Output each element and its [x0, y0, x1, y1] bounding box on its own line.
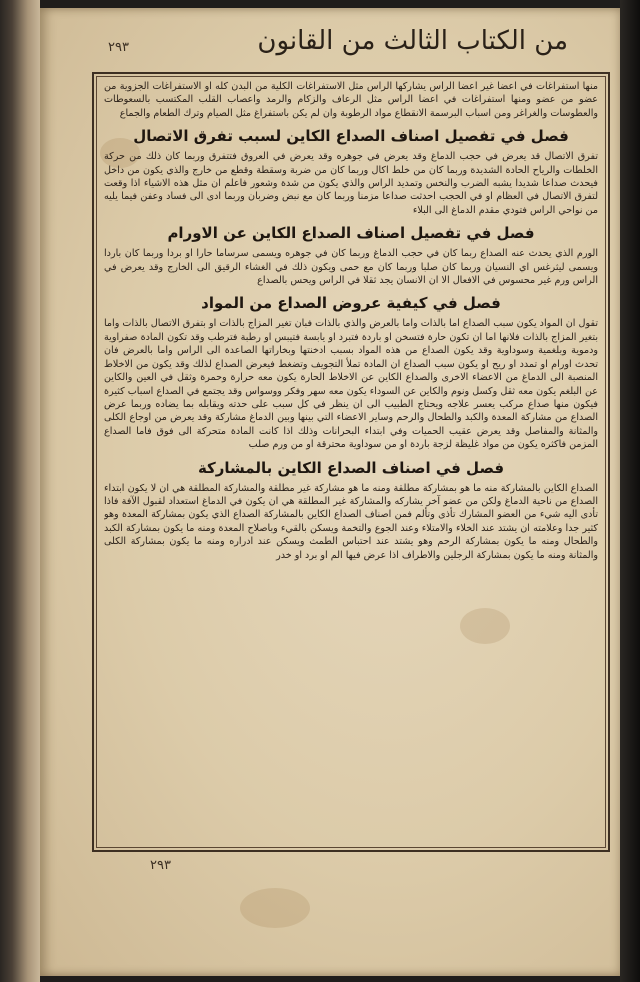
paragraph: تقول ان المواد يكون سبب الصداع اما بالذات واما بالعرض والذي بالذات فبان تغير المزاج بالذات او بتفرق الاتصال بالذات واما بتغير المزاج بالذات فلانها اما ان تكون حارة فتسخن او باردة فتبرد او يابسة فتيبس او رطبة فترطب وقد تكون المادة صفراوية ودموية وبلغمية وسوداوية وقد يكون الصداع من هذه المواد بسبب ادخنتها وبخاراتها الصاعدة الى الراس واما بالعرض فان تحدث اورام او تمدد او ريح او يكون سبب الصداع ان المادة تملأ التجويف وتضغط فيعرض الصداع لذلك وقد يكون من الاخلاط المنصبة الى الدماغ من الاعضاء الاخرى والصداع الكاين عن الاخلاط الحارة يكون معه حرارة وحمرة وثقل في العين والكاين عن البلغم يكون معه ثقل وكسل ونوم والكاين عن السوداء يكون معه سهر وفكر ووسواس وقد يجتمع في الصداع اسباب كثيرة فيكون منها صداع مركب يعسر علاجه ويحتاج الطبيب الى ان ينظر في كل سبب على حدته ويقابله بما يضاده وربما عرض الصداع من مشاركة المعدة والكبد والطحال والرحم وساير الاعضاء التي بينها وبين الدماغ مشاركة وقد يعرض من اوجاع الكلى والمثانة والمفاصل وقد يعرض عقيب الحميات وفي ابتداء البحرانات وذلك اذا كانت المادة متحركة الى فوق فاما الصداع المزمن فاكثره يكون من مواد غليظة لزجة باردة او من سوداوية محترقة او من ورم صلب: [104, 318, 598, 451]
paragraph: تفرق الاتصال قد يعرض في حجب الدماغ وقد يعرض في جوهره وقد يعرض في العروق فتتفرق وربما كان ذلك من حركة الخلطات والرياح الحادة الشديدة وربما كان من خلط اكال وربما كان من ضربة وسقطة وقطع من خارج والذي يكون من داخل فيحدث صداعا شديدا يشبه الضرب والنخس وتمديد الراس والذي يكون من شدة وشعور فاعلم ان مثل هذه الاشياء اذا وقعت لتفرق الاتصال في العظام او في الحجب احدثت صداعا مزمنا وربما كان مع نبض وضربان وربما ادى الى فساد وعفن فيما يليه من نواحي الراس فتودي مقدم الدماغ الى البلاء: [104, 151, 598, 216]
page-shadow-edge: [620, 0, 640, 982]
paper-stain: [240, 888, 310, 928]
paragraph: منها استفراغات في اعضا غير اعضا الراس يشاركها الراس مثل الاستفراغات الكلية من البدن كله او الاستفراغات الجزوية من عضو من عضو ومنها استفراغات في اعضا الراس مثل الرعاف والزكام والرمد واعصاب القلب المكتسب بالسعوطات والعطوسات والغراغر ومن اسباب البرسمة الانقطاع مواد الرطوبة وان لم يكن باستفراغ مثل الصيام وترك الطعام والجماع: [104, 81, 598, 119]
book-binding-edge: [0, 0, 40, 982]
paragraph: الصداع الكاين بالمشاركة منه ما هو بمشاركة مطلقة ومنه ما هو مشاركة غير مطلقة والمشاركة المطلقة هي ان لا يكون ابتداء الصداع من ناحية الدماغ ولكن من عضو آخر يشاركه والمشاركة غير المطلقة هي ان يكون في الدماغ استعداد لقبول الآفة فاذا تأدى اليه شيء من العضو المشارك تأذى وتألم فمن اصناف الصداع الكاين بالمشاركة الصداع الذي يكون بمشاركة المعدة وهو كثير جدا وعلامته ان يشتد عند الخلاء والامتلاء وعند الجوع والتخمة ويسكن بالقيء وباصلاح المعدة ومنه ما يكون بمشاركة الكبد والطحال ومنه ما يكون بمشاركة الرحم وهو يشتد عند احتباس الطمث ويسكن عند ادراره ومنه ما يكون بمشاركة الكلى والمثانة ومنه ما يكون بمشاركة الرجلين والاطراف اذا عرض فيها الم او برد او خدر: [104, 482, 598, 561]
running-head: [98, 26, 568, 70]
folio-number: ٢٩٣: [108, 40, 129, 55]
running-title: من الكتاب الثالث من القانون: [257, 26, 568, 56]
paragraph: الورم الذي يحدث عنه الصداع ربما كان في حجب الدماغ وربما كان في جوهره ويسمى سرساما حارا او بردا وربما كان باردا ويسمى ليثرغس اي النسيان وربما كان صلبا وربما كان مع حمى ويكون ذلك في الغشاء الرقيق الى الخارج وقد يعرض في الراس ورم غير محسوس في الافعال الا ان الانسان يجد ثقلا في الراس ويحس بالصداع: [104, 248, 598, 287]
text-block: [104, 80, 598, 846]
section-heading: فصل في كيفية عروض الصداع من المواد: [201, 294, 501, 313]
section-heading: فصل في تفصيل اصناف الصداع الكاين عن الاورام: [167, 224, 535, 243]
catchword: ٢٩٣: [150, 858, 171, 873]
section-heading: فصل في تفصيل اصناف الصداع الكاين لسبب تفرق الاتصال: [133, 127, 569, 146]
section-heading: فصل في اصناف الصداع الكاين بالمشاركة: [197, 458, 505, 477]
